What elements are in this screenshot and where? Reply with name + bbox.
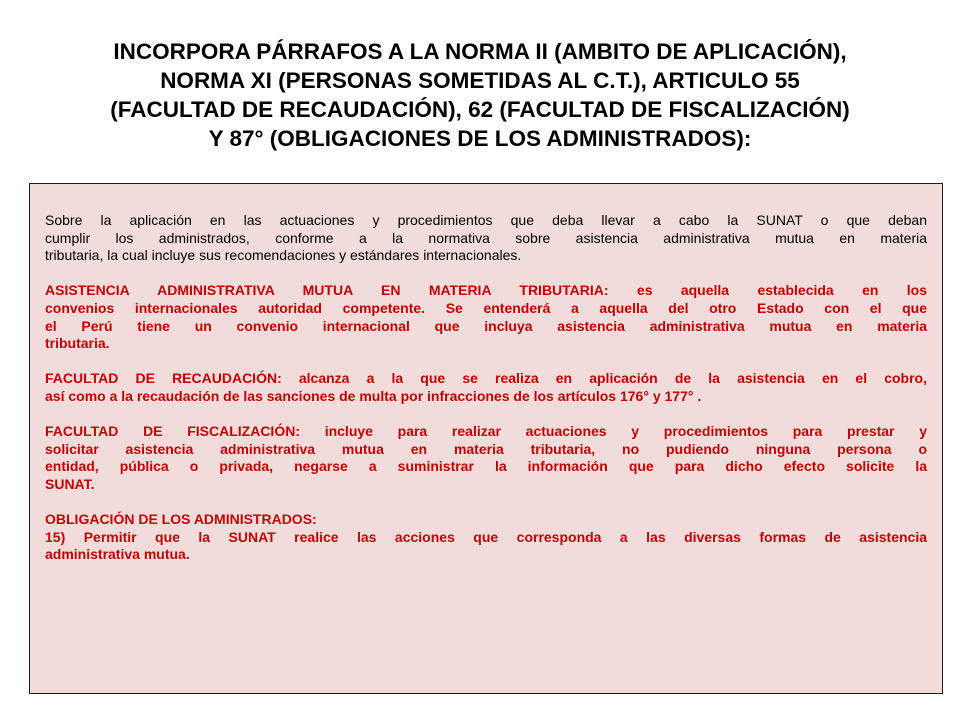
text-line: entidad, pública o privada, negarse a suministrar la información que para dicho efecto solicite la <box>45 458 927 475</box>
fiscalizacion-paragraph <box>45 423 927 493</box>
slide-title <box>20 37 940 153</box>
asistencia-paragraph <box>45 282 927 352</box>
text-line: OBLIGACIÓN DE LOS ADMINISTRADOS: <box>45 511 317 528</box>
text-line: solicitar asistencia administrativa mutua en materia tributaria, no pudiendo ninguna persona o <box>45 440 927 457</box>
title-line: INCORPORA PÁRRAFOS A LA NORMA II (AMBITO DE APLICACIÓN), <box>113 39 847 64</box>
text-line: FACULTAD DE RECAUDACIÓN: alcanza a la que se realiza en aplicación de la asistencia en el cobro, <box>45 370 927 387</box>
text-line: administrativa mutua. <box>45 546 190 563</box>
title-line: Y 87° (OBLIGACIONES DE LOS ADMINISTRADOS): <box>208 126 752 151</box>
text-line: el Perú tiene un convenio internacional que incluya asistencia administrativa mutua en materia <box>45 317 927 334</box>
text-line: 15) Permitir que la SUNAT realice las acciones que corresponda a las diversas formas de asistencia <box>45 528 927 545</box>
text-line: SUNAT. <box>45 475 95 492</box>
text-line: tributaria. <box>45 335 110 352</box>
title-line: (FACULTAD DE RECAUDACIÓN), 62 (FACULTAD DE FISCALIZACIÓN) <box>110 97 850 122</box>
recaudacion-paragraph <box>45 370 927 405</box>
text-line: ASISTENCIA ADMINISTRATIVA MUTUA EN MATERIA TRIBUTARIA: es aquella establecida en los <box>45 282 927 299</box>
text-line: Sobre la aplicación en las actuaciones y procedimientos que deba llevar a cabo la SUNAT o que deban <box>45 212 927 228</box>
text-line: cumplir los administrados, conforme a la normativa sobre asistencia administrativa mutua en materia <box>45 229 927 246</box>
title-line: NORMA XI (PERSONAS SOMETIDAS AL C.T.), ARTICULO 55 <box>160 68 800 93</box>
intro-paragraph <box>45 212 927 265</box>
obligacion-paragraph <box>45 511 927 564</box>
content-box <box>29 183 943 694</box>
text-line: convenios internacionales autoridad competente. Se entenderá a aquella del otro Estado con el que <box>45 299 927 316</box>
text-line: tributaria, la cual incluye sus recomendaciones y estándares internacionales. <box>45 247 522 264</box>
text-line: así como a la recaudación de las sanciones de multa por infracciones de los artículos 176° y 177° . <box>45 387 702 404</box>
text-line: FACULTAD DE FISCALIZACIÓN: incluye para realizar actuaciones y procedimientos para prestar y <box>45 423 927 440</box>
